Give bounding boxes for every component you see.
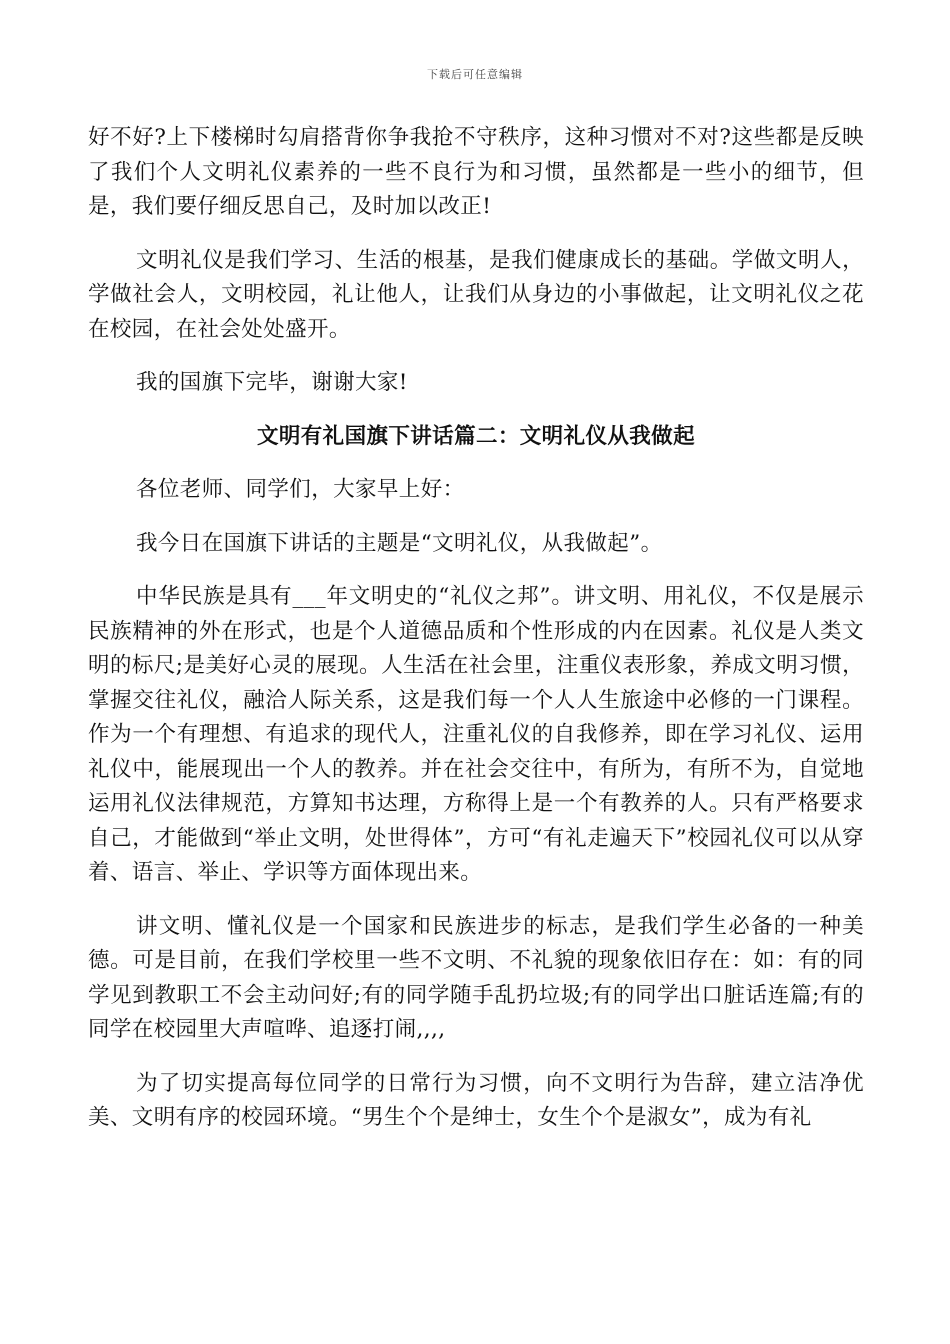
paragraph-continuation: 好不好?上下楼梯时勾肩搭背你争我抢不守秩序，这种习惯对不对?这些都是反映了我们个人文明礼仪素养的一些不良行为和习惯，虽然都是一些小的细节，但是，我们要仔细反思自己，及时加以改正! xyxy=(88,125,864,219)
section-title: 文明有礼国旗下讲话篇二：文明礼仪从我做起 xyxy=(256,423,695,449)
paragraph-etiquette-nation: 中华民族是具有___年文明史的“礼仪之邦”。讲文明、用礼仪，不仅是展示民族精神的外在形式，也是个人道德品质和个性形成的内在因素。礼仪是人类文明的标尺;是美好心灵的展现。人生活在社会里，注重仪表形象，养成文明习惯，掌握交往礼仪，融洽人际关系，这是我们每一个人人生旅途中必修的一门课程。作为一个有理想、有追求的现代人，注重礼仪的自我修养，即在学习礼仪、运用礼仪中，能展现出一个人的教养。并在社会交往中，有所为，有所不为，自觉地运用礼仪法律规范，方算知书达理，方称得上是一个有教养的人。只有严格要求自己，才能做到“举止文明，处世得体”，方可“有礼走遍天下”校园礼仪可以从穿着、语言、举止、学识等方面体现出来。 xyxy=(88,584,864,885)
paragraph-improvement: 为了切实提高每位同学的日常行为习惯，向不文明行为告辞，建立洁净优美、文明有序的校园环境。“男生个个是绅士，女生个个是淑女”，成为有礼 xyxy=(88,1070,864,1130)
paragraph-school-issues: 讲文明、懂礼仪是一个国家和民族进步的标志，是我们学生必备的一种美德。可是目前，在我们学校里一些不文明、不礼貌的现象依旧存在：如：有的同学见到教职工不会主动问好;有的同学随手乱扔垃圾;有的同学出口脏话连篇;有的同学在校园里大声喧哗、追逐打闹,,,, xyxy=(88,913,864,1042)
paragraph-civility-foundation: 文明礼仪是我们学习、生活的根基，是我们健康成长的基础。学做文明人，学做社会人，文明校园，礼让他人，让我们从身边的小事做起，让文明礼仪之花在校园，在社会处处盛开。 xyxy=(88,247,864,342)
header-note: 下载后可任意编辑 xyxy=(427,68,523,81)
paragraph-closing: 我的国旗下完毕，谢谢大家! xyxy=(136,370,408,395)
document-body xyxy=(88,121,864,1155)
paragraph-greeting: 各位老师、同学们，大家早上好： xyxy=(136,477,465,502)
paragraph-topic: 我今日在国旗下讲话的主题是“文明礼仪，从我做起”。 xyxy=(136,530,663,556)
